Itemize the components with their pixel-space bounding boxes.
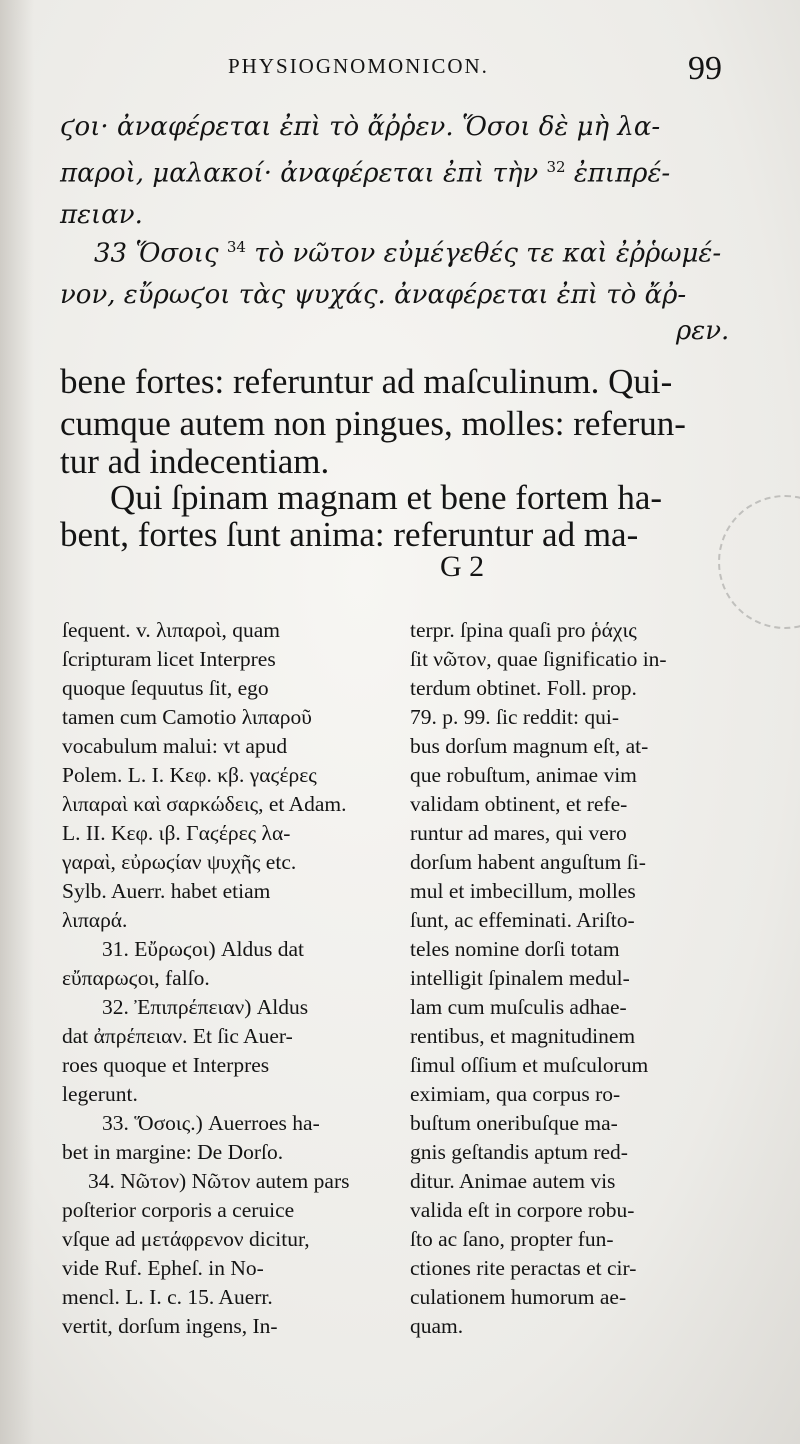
- note-line: gnis geſtandis aptum red-: [410, 1140, 628, 1164]
- latin-line: cumque autem non pingues, molles: referun-: [60, 404, 686, 443]
- latin-line: bent, fortes ſunt anima: referuntur ad ma-: [60, 515, 639, 554]
- note-line: terpr. ſpina quaſi pro ῥάχις: [410, 618, 637, 642]
- note-line: 34. Νῶτον) Νῶτον autem pars: [88, 1169, 350, 1193]
- note-line: ſit νῶτον, quae ſignificatio in-: [410, 647, 667, 671]
- note-line: γαραὶ, εὐρωϛίαν ψυχῆς etc.: [62, 850, 297, 874]
- note-line: ſto ac ſano, propter fun-: [410, 1227, 614, 1251]
- note-line: que robuſtum, animae vim: [410, 763, 637, 787]
- note-line: dat ἀπρέπειαν. Et ſic Auer-: [62, 1024, 293, 1048]
- note-line: ditur. Animae autem vis: [410, 1169, 616, 1193]
- note-line: bus dorſum magnum eſt, at-: [410, 734, 649, 758]
- note-line: legerunt.: [62, 1082, 138, 1106]
- greek-line: ρεν.: [676, 316, 730, 346]
- note-line: valida eſt in corpore robu-: [410, 1198, 635, 1222]
- note-line: dorſum habent anguſtum ſi-: [410, 850, 646, 874]
- note-line: quam.: [410, 1314, 464, 1338]
- note-line: runtur ad mares, qui vero: [410, 821, 627, 845]
- note-line: εὔπαρωϛοι, falſo.: [62, 966, 210, 990]
- signature-mark: G 2: [440, 550, 485, 583]
- page-number: 99: [688, 50, 722, 87]
- note-line: ſequent. v. λιπαροὶ, quam: [62, 618, 280, 642]
- note-line: rentibus, et magnitudinem: [410, 1024, 636, 1048]
- note-line: tamen cum Camotio λιπαροῦ: [62, 705, 312, 729]
- note-line: quoque ſequutus ſit, ego: [62, 676, 269, 700]
- note-line: 31. Εὔρωϛοι) Aldus dat: [102, 937, 305, 961]
- greek-line: 33 Ὅσοις $^{34}$ τὸ νῶτον εὐμέγεθές τε καὶ ἐῤῥωμέ-: [94, 238, 722, 269]
- note-line: culationem humorum ae-: [410, 1285, 627, 1309]
- note-line: Sylb. Auerr. habet etiam: [62, 879, 271, 903]
- note-line: bet in margine: De Dorſo.: [62, 1140, 284, 1164]
- note-line: vſque ad μετάφρενον dicitur,: [62, 1227, 310, 1251]
- greek-line: νον, εὔρωϛοι τὰς ψυχάς. ἀναφέρεται ἐπὶ τὸ ἄῤ-: [60, 280, 687, 310]
- note-line: poſterior corporis a ceruice: [62, 1198, 295, 1222]
- latin-line: Qui ſpinam magnam et bene fortem ha-: [110, 478, 663, 517]
- note-line: ctiones rite peractas et cir-: [410, 1256, 637, 1280]
- note-line: mencl. L. I. c. 15. Auerr.: [62, 1285, 273, 1309]
- note-line: vocabulum malui: vt apud: [62, 734, 288, 758]
- note-line: λιπαραὶ καὶ σαρκώδεις, et Adam.: [62, 792, 347, 816]
- note-line: Polem. L. I. Κεφ. κβ. γαϛέρες: [62, 763, 317, 787]
- latin-line: tur ad indecentiam.: [60, 442, 330, 481]
- greek-line: παροὶ, μαλακοί· ἀναφέρεται ἐπὶ τὴν $^{32}$ ἐπιπρέ-: [60, 158, 671, 189]
- note-line: L. II. Κεφ. ιβ. Γαϛέρες λα-: [62, 821, 291, 845]
- note-line: λιπαρά.: [62, 908, 128, 932]
- greek-line: ϛοι· ἀναφέρεται ἐπὶ τὸ ἄῤῥεν. Ὅσοι δὲ μὴ λα-: [60, 112, 661, 142]
- note-line: validam obtinent, et refe-: [410, 792, 628, 816]
- page-gutter-shadow: [0, 0, 34, 1444]
- greek-line: πειαν.: [60, 200, 143, 230]
- note-line: mul et imbecillum, molles: [410, 879, 636, 903]
- library-stamp: [718, 495, 800, 629]
- note-line: eximiam, qua corpus ro-: [410, 1082, 621, 1106]
- note-line: ſcripturam licet Interpres: [62, 647, 276, 671]
- note-line: teles nomine dorſi totam: [410, 937, 620, 961]
- note-line: intelligit ſpinalem medul-: [410, 966, 630, 990]
- note-line: lam cum muſculis adhae-: [410, 995, 627, 1019]
- note-line: buſtum oneribuſque ma-: [410, 1111, 618, 1135]
- note-line: vide Ruf. Epheſ. in No-: [62, 1256, 264, 1280]
- note-line: ſimul oſſium et muſculorum: [410, 1053, 649, 1077]
- note-line: 32. Ἐπιπρέπειαν) Aldus: [102, 995, 309, 1019]
- running-head: PHYSIOGNOMONICON.: [228, 54, 489, 78]
- note-line: 33. Ὅσοις.) Auerroes ha-: [102, 1111, 320, 1135]
- note-line: vertit, dorſum ingens, In-: [62, 1314, 278, 1338]
- latin-line: bene fortes: referuntur ad maſculinum. Qui-: [60, 362, 673, 401]
- note-line: terdum obtinet. Foll. prop.: [410, 676, 637, 700]
- note-line: 79. p. 99. ſic reddit: qui-: [410, 705, 619, 729]
- note-line: ſunt, ac effeminati. Ariſto-: [410, 908, 635, 932]
- note-line: roes quoque et Interpres: [62, 1053, 270, 1077]
